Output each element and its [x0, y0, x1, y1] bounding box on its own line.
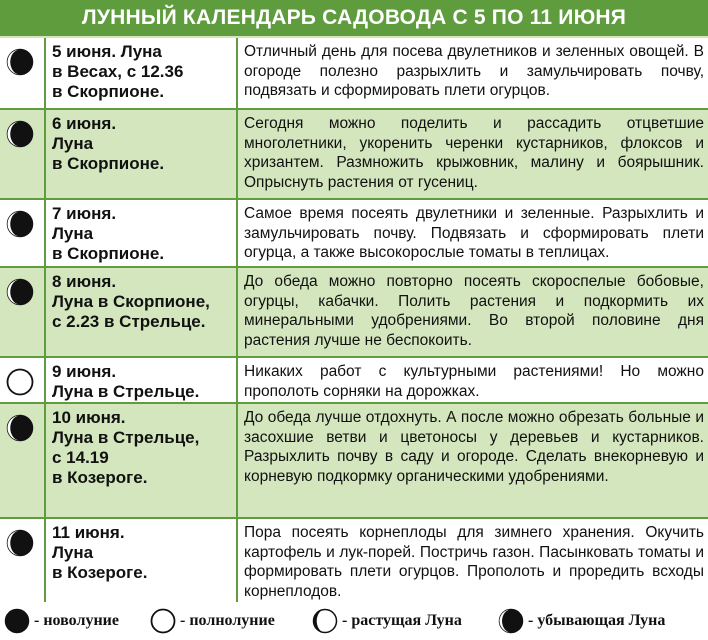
legend-label-new: - новолуние: [34, 612, 119, 629]
date-moon-position: 9 июня. Луна в Стрельце.: [52, 362, 200, 401]
waning-moon-icon: [6, 48, 34, 76]
moon-phase-cell: [0, 404, 44, 517]
date-cell: [46, 268, 236, 356]
waxing-moon-icon: [312, 608, 338, 634]
advice-text: Самое время посеять двулетники и зеленные. Разрыхлить и замульчировать почву. Подвязать и сформировать плети огурца, а также высокорослые томаты в теплицах.: [244, 205, 704, 261]
legend-item-full: [150, 606, 275, 636]
moon-phase-cell: [0, 38, 44, 108]
waning-moon-icon: [6, 414, 34, 442]
moon-phase-cell: [0, 358, 44, 402]
advice-cell: [238, 519, 708, 605]
legend-label-waning: - убывающая Луна: [528, 612, 666, 629]
advice-cell: [238, 358, 708, 402]
date-cell: [46, 38, 236, 108]
column-divider: [44, 110, 46, 198]
column-divider: [236, 200, 238, 266]
legend-item-waxing: [312, 606, 462, 636]
column-divider: [44, 358, 46, 402]
advice-cell: [238, 404, 708, 517]
moon-phase-cell: [0, 519, 44, 605]
legend-item-new: [4, 606, 119, 636]
page-title: ЛУННЫЙ КАЛЕНДАРЬ САДОВОДА С 5 ПО 11 ИЮНЯ: [0, 0, 708, 36]
date-moon-position: 10 июня. Луна в Стрельце, с 14.19 в Козероге.: [52, 408, 200, 487]
moon-phase-cell: [0, 110, 44, 198]
waning-moon-icon: [6, 278, 34, 306]
table-row: [0, 519, 708, 605]
legend-label-waxing: - растущая Луна: [342, 612, 462, 629]
full-moon-icon: [6, 368, 34, 396]
column-divider: [236, 519, 238, 605]
advice-cell: [238, 38, 708, 108]
column-divider: [44, 38, 46, 108]
advice-cell: [238, 200, 708, 266]
new-moon-icon: [4, 608, 30, 634]
column-divider: [236, 110, 238, 198]
waning-moon-icon: [498, 608, 524, 634]
table-row: [0, 268, 708, 356]
table-row: [0, 38, 708, 108]
moon-phase-cell: [0, 268, 44, 356]
waning-moon-icon: [6, 210, 34, 238]
column-divider: [44, 519, 46, 605]
legend-item-waning: [498, 606, 665, 636]
date-cell: [46, 110, 236, 198]
date-moon-position: 6 июня. Луна в Скорпионе.: [52, 114, 165, 173]
legend-label-full: - полнолуние: [180, 612, 275, 629]
moon-phase-cell: [0, 200, 44, 266]
advice-text: Отличный день для посева двулетников и зеленных овощей. В огороде полезно разрыхлить и замульчировать почву, подвязать и сформировать плети огурцов.: [244, 43, 704, 99]
table-row: [0, 358, 708, 402]
advice-text: Сегодня можно поделить и рассадить отцветшие многолетники, укоренить черенки кустарников, флоксов и хризантем. Размножить крыжовник, малину и боярышник. Опрыснуть растения от гусениц.: [244, 115, 704, 191]
date-moon-position: 11 июня. Луна в Козероге.: [52, 523, 148, 582]
advice-text: До обеда можно повторно посеять скороспелые бобовые, огурцы, кабачки. Полить растения и подкормить их минеральными удобрениями. Во второй половине дня растения лучше не беспокоить.: [244, 273, 704, 349]
column-divider: [44, 268, 46, 356]
legend: [0, 602, 708, 640]
date-cell: [46, 404, 236, 517]
date-moon-position: 5 июня. Луна в Весах, с 12.36 в Скорпионе.: [52, 42, 184, 101]
date-moon-position: 8 июня. Луна в Скорпионе, с 2.23 в Стрельце.: [52, 272, 210, 331]
column-divider: [44, 404, 46, 517]
column-divider: [236, 358, 238, 402]
full-moon-icon: [150, 608, 176, 634]
table-row: [0, 404, 708, 517]
waning-moon-icon: [6, 529, 34, 557]
advice-text: Никаких работ с культурными растениями! Но можно прополоть сорняки на дорожках.: [244, 363, 704, 400]
date-cell: [46, 519, 236, 605]
waning-moon-icon: [6, 120, 34, 148]
date-cell: [46, 200, 236, 266]
date-moon-position: 7 июня. Луна в Скорпионе.: [52, 204, 165, 263]
table-row: [0, 200, 708, 266]
date-cell: [46, 358, 236, 402]
advice-cell: [238, 268, 708, 356]
advice-text: Пора посеять корнеплоды для зимнего хранения. Окучить картофель и лук-порей. Постричь газон. Пасынковать томаты и формировать плети огурцов. Прополоть и проредить всходы корнеплодов.: [244, 524, 704, 600]
advice-cell: [238, 110, 708, 198]
column-divider: [236, 404, 238, 517]
advice-text: До обеда лучше отдохнуть. А после можно обрезать больные и засохшие ветви и цветоносы у деревьев и кустарников. Разрыхлить почву в саду и огороде. Сделать внекорневую и корневую подкормку органическими удобрениями.: [244, 409, 704, 485]
column-divider: [236, 268, 238, 356]
column-divider: [236, 38, 238, 108]
column-divider: [44, 200, 46, 266]
table-row: [0, 110, 708, 198]
